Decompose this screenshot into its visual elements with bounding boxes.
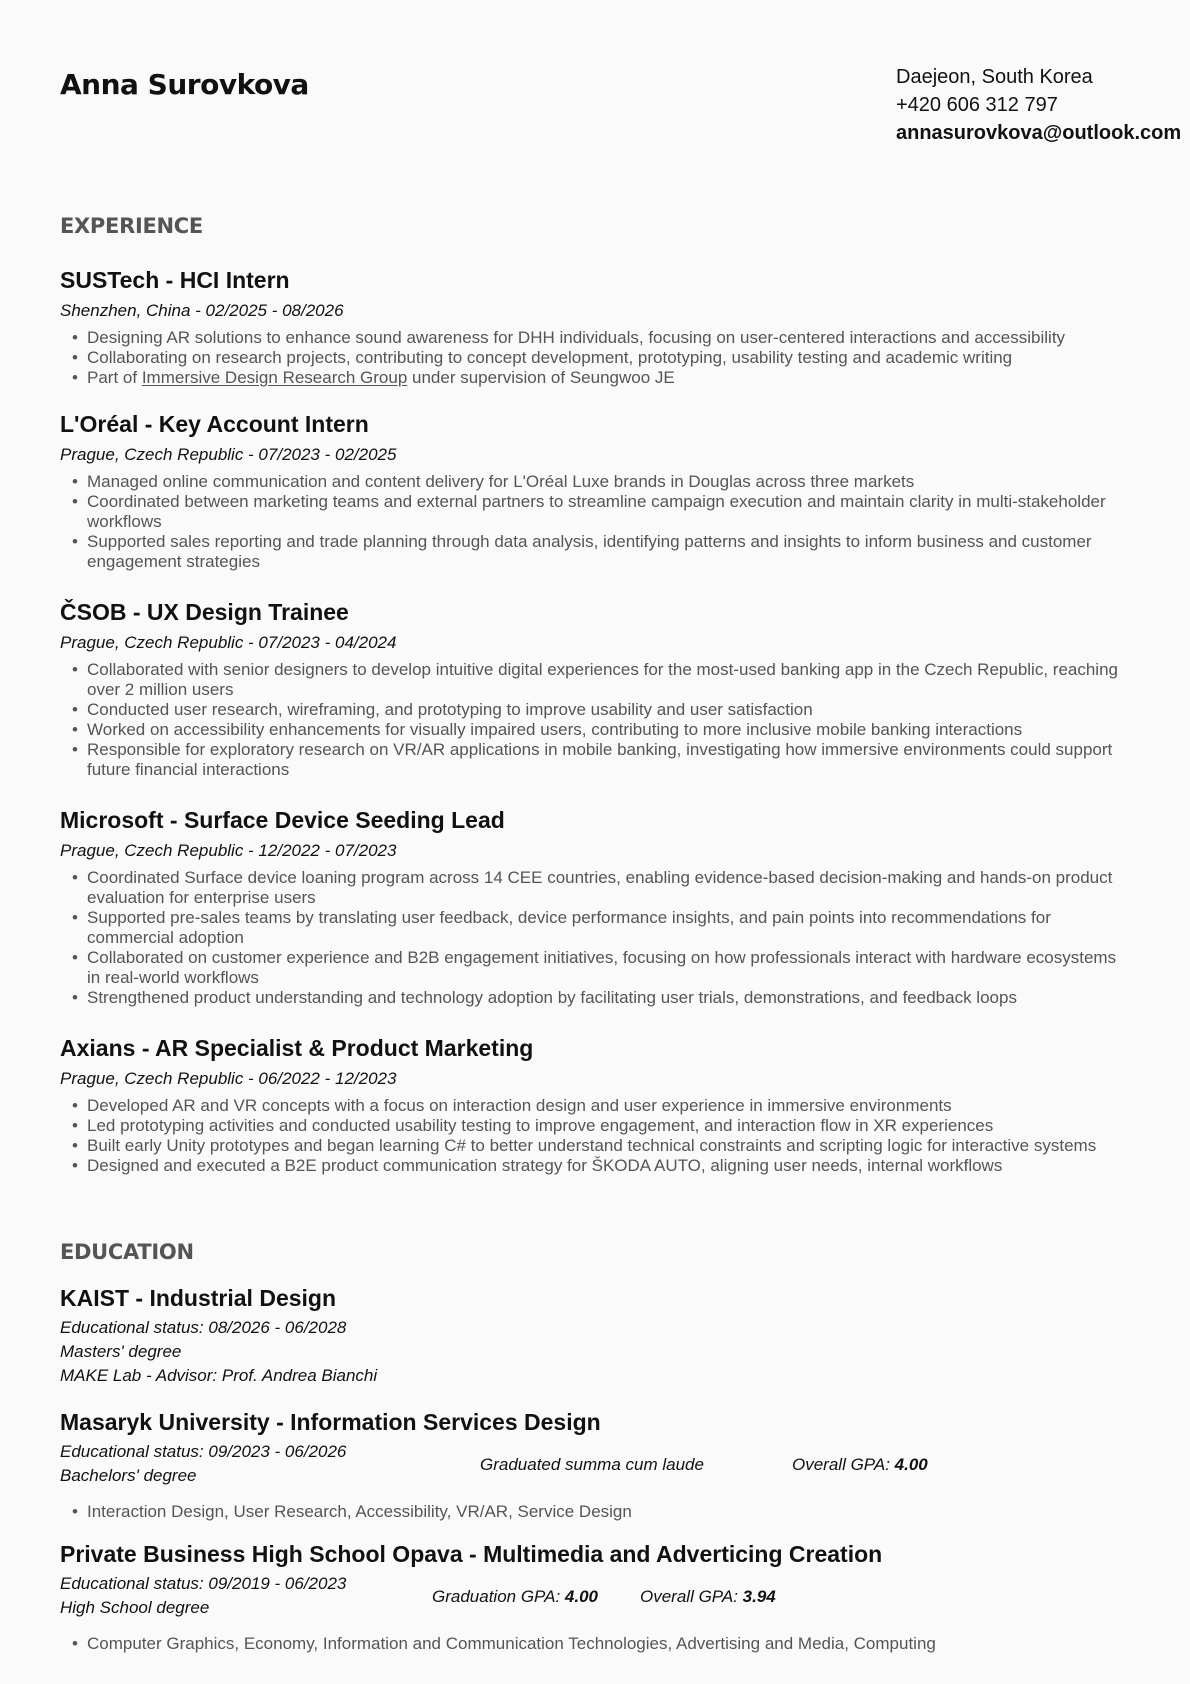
gpa-label: Overall GPA: xyxy=(640,1587,743,1606)
job-bullet: • Led prototyping activities and conducted usability testing to improve engagement, and interaction flow in XR experiences xyxy=(87,1116,1122,1136)
gpa-value: 4.00 xyxy=(564,1587,599,1606)
job-meta: Prague, Czech Republic - 06/2022 - 12/2023 xyxy=(60,1069,397,1088)
bullet-text: under supervision of Seungwoo JE xyxy=(407,368,675,387)
job-entry xyxy=(60,598,1140,780)
education-bullet: • Interaction Design, User Research, Accessibility, VR/AR, Service Design xyxy=(87,1502,1122,1522)
section-heading-education: EDUCATION xyxy=(60,1240,194,1264)
job-bullets xyxy=(60,1096,1122,1176)
education-status: Educational status: 08/2026 - 06/2028 xyxy=(60,1318,347,1337)
job-entry xyxy=(60,806,1140,1008)
job-bullet: • Strengthened product understanding and technology adoption by facilitating user trials, demonstrations, and feedback loops xyxy=(87,988,1122,1008)
job-title: Axians - AR Specialist & Product Marketing xyxy=(60,1035,534,1061)
job-bullets xyxy=(60,472,1122,572)
section-heading-experience: EXPERIENCE xyxy=(60,214,203,238)
education-bullets xyxy=(60,1502,1122,1522)
job-bullet: • Conducted user research, wireframing, and prototyping to improve usability and user satisfaction xyxy=(87,700,1122,720)
graduation-gpa xyxy=(432,1587,598,1607)
contact-block xyxy=(896,63,1181,147)
job-entry xyxy=(60,410,1140,572)
job-title: L'Oréal - Key Account Intern xyxy=(60,411,369,437)
job-bullet: • Collaborated on customer experience and B2B engagement initiatives, focusing on how professionals interact with hardware ecosystems in real-world workflows xyxy=(87,948,1122,988)
school-title: KAIST - Industrial Design xyxy=(60,1285,337,1311)
honors: Graduated summa cum laude xyxy=(480,1455,704,1474)
gpa-value: 4.00 xyxy=(894,1455,928,1474)
job-bullet: • Designing AR solutions to enhance sound awareness for DHH individuals, focusing on user-centered interactions and accessibility xyxy=(87,328,1122,348)
gpa-label: Graduation GPA: xyxy=(432,1587,565,1606)
job-bullets xyxy=(60,868,1122,1008)
education-entry xyxy=(60,1284,1140,1394)
job-meta: Prague, Czech Republic - 07/2023 - 04/2024 xyxy=(60,633,397,652)
job-meta: Prague, Czech Republic - 07/2023 - 02/2025 xyxy=(60,445,397,464)
overall-gpa xyxy=(792,1455,928,1475)
job-bullet: • Built early Unity prototypes and began learning C# to better understand technical constraints and scripting logic for interactive systems xyxy=(87,1136,1122,1156)
research-group-link[interactable]: Immersive Design Research Group xyxy=(141,368,408,387)
job-title: SUSTech - HCI Intern xyxy=(60,267,290,293)
job-bullet: • Responsible for exploratory research on VR/AR applications in mobile banking, investigating how immersive environments could support future financial interactions xyxy=(87,740,1122,780)
overall-gpa xyxy=(640,1587,776,1607)
job-bullet: • Developed AR and VR concepts with a focus on interaction design and user experience in immersive environments xyxy=(87,1096,1122,1116)
education-status: Educational status: 09/2023 - 06/2026 xyxy=(60,1442,347,1461)
school-title: Private Business High School Opava - Multimedia and Adverticing Creation xyxy=(60,1541,883,1567)
job-entry xyxy=(60,266,1140,388)
gpa-value: 3.94 xyxy=(742,1587,776,1606)
education-status: Educational status: 09/2019 - 06/2023 xyxy=(60,1574,347,1593)
job-bullet: • Worked on accessibility enhancements for visually impaired users, contributing to more inclusive mobile banking interactions xyxy=(87,720,1122,740)
job-bullets xyxy=(60,660,1122,780)
job-meta: Prague, Czech Republic - 12/2022 - 07/2023 xyxy=(60,841,397,860)
degree: Bachelors' degree xyxy=(60,1466,197,1485)
job-bullet: • Supported pre-sales teams by translating user feedback, device performance insights, and pain points into recommendations for commercial adoption xyxy=(87,908,1122,948)
job-bullet: • Managed online communication and content delivery for L'Oréal Luxe brands in Douglas across three markets xyxy=(87,472,1122,492)
candidate-name: Anna Surovkova xyxy=(60,68,309,101)
job-bullet: • Designed and executed a B2E product communication strategy for ŠKODA AUTO, aligning user needs, internal workflows xyxy=(87,1156,1122,1176)
lab-advisor: MAKE Lab - Advisor: Prof. Andrea Bianchi xyxy=(60,1366,378,1385)
education-bullet: • Computer Graphics, Economy, Information and Communication Technologies, Advertising and Media, Computing xyxy=(87,1634,1122,1654)
job-bullet: • Coordinated Surface device loaning program across 14 CEE countries, enabling evidence-based decision-making and hands-on product evaluation for enterprise users xyxy=(87,868,1122,908)
education-entry xyxy=(60,1408,1140,1520)
job-bullet: • Supported sales reporting and trade planning through data analysis, identifying patterns and insights to inform business and customer engagement strategies xyxy=(87,532,1122,572)
job-bullet: • Coordinated between marketing teams and external partners to streamline campaign execution and maintain clarity in multi-stakeholder workflows xyxy=(87,492,1122,532)
degree: High School degree xyxy=(60,1598,210,1617)
education-entry xyxy=(60,1540,1140,1660)
job-meta: Shenzhen, China - 02/2025 - 08/2026 xyxy=(60,301,344,320)
job-title: ČSOB - UX Design Trainee xyxy=(60,599,349,625)
school-title: Masaryk University - Information Services Design xyxy=(60,1409,601,1435)
degree: Masters' degree xyxy=(60,1342,182,1361)
contact-location: Daejeon, South Korea xyxy=(896,66,1093,88)
job-bullet: • Collaborating on research projects, contributing to concept development, prototyping, usability testing and academic writing xyxy=(87,348,1122,368)
job-title: Microsoft - Surface Device Seeding Lead xyxy=(60,807,505,833)
job-bullet: • Collaborated with senior designers to develop intuitive digital experiences for the most-used banking app in the Czech Republic, reaching over 2 million users xyxy=(87,660,1122,700)
contact-phone: +420 606 312 797 xyxy=(896,94,1058,116)
job-bullets xyxy=(60,328,1122,388)
job-bullet xyxy=(87,368,1122,388)
gpa-label: Overall GPA: xyxy=(792,1455,895,1474)
education-bullets xyxy=(60,1634,1122,1654)
bullet-text: Part of xyxy=(87,368,142,387)
contact-email: annasurovkova@outlook.com xyxy=(896,122,1182,144)
job-entry xyxy=(60,1034,1140,1176)
